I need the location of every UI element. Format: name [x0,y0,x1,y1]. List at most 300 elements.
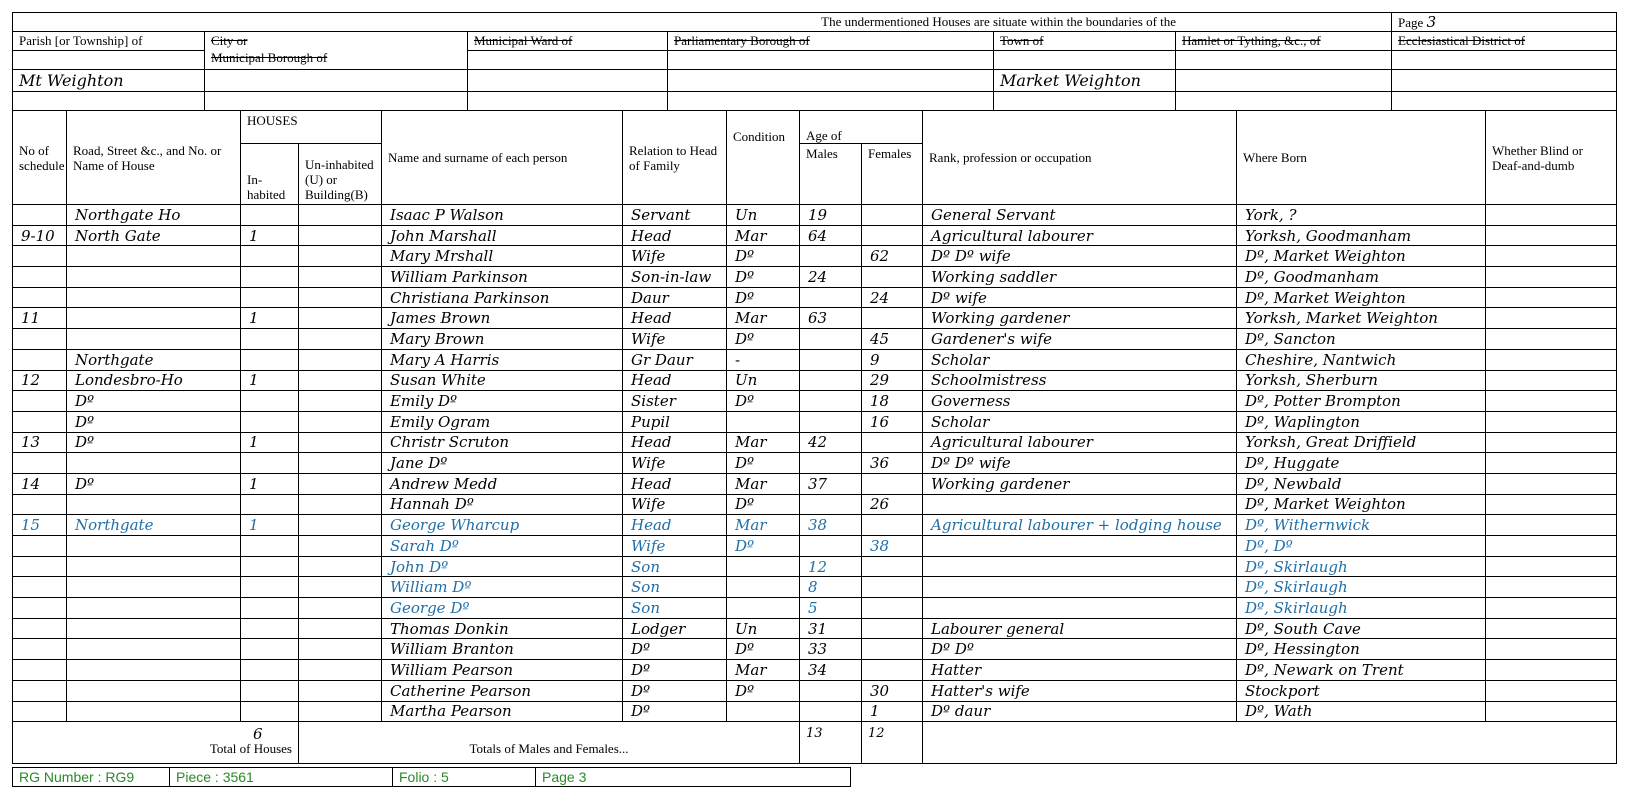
occupation-cell: Agricultural labourer [923,225,1237,246]
road-cell [67,577,241,598]
birthplace-cell: Stockport [1237,680,1486,701]
reference-bar [12,767,851,787]
person-name: Isaac P Walson [382,205,623,226]
uninhabited-cell [299,494,382,515]
person-name: Emily Dº [382,391,623,412]
road-cell: Dº [67,411,241,432]
male-age: 37 [800,473,862,494]
male-age: 12 [800,556,862,577]
male-age: 42 [800,432,862,453]
relation-cell: Head [623,225,727,246]
male-age [800,391,862,412]
road-cell [67,287,241,308]
male-age [800,701,862,722]
col-condition: Condition [727,111,800,205]
relation-cell: Head [623,370,727,391]
page-number: 3 [1426,13,1437,31]
person-name: Catherine Pearson [382,680,623,701]
uninhabited-cell [299,680,382,701]
condition-cell: Un [727,618,800,639]
birthplace-cell: Dº, Dº [1237,536,1486,557]
occupation-cell: Dº daur [923,701,1237,722]
female-age: 36 [862,453,923,474]
person-name: Mary Mrshall [382,246,623,267]
female-age: 1 [862,701,923,722]
table-row [13,618,1617,639]
female-age [862,660,923,681]
road-cell [67,246,241,267]
uninhabited-cell [299,660,382,681]
uninhabited-cell [299,556,382,577]
relation-cell: Wife [623,246,727,267]
female-age [862,618,923,639]
schedule-cell [13,660,67,681]
male-age [800,329,862,350]
uninhabited-cell [299,701,382,722]
male-age: 19 [800,205,862,226]
relation-cell: Wife [623,536,727,557]
male-age [800,287,862,308]
occupation-cell: Working saddler [923,267,1237,288]
blind-cell [1486,494,1617,515]
municipal-borough-label: Municipal Borough of [211,50,328,65]
schedule-cell [13,329,67,350]
col-schedule: No of schedule [13,111,67,205]
male-age [800,453,862,474]
relation-cell: Wife [623,453,727,474]
schedule-cell: 13 [13,432,67,453]
uninhabited-cell [299,391,382,412]
inhabited-cell [241,680,299,701]
rg-number: RG Number : RG9 [13,768,170,787]
occupation-cell: Working gardener [923,308,1237,329]
uninhabited-cell [299,618,382,639]
birthplace-cell: Dº, Skirlaugh [1237,598,1486,619]
relation-cell: Son [623,556,727,577]
inhabited-cell [241,349,299,370]
blind-cell [1486,225,1617,246]
uninhabited-cell [299,598,382,619]
birthplace-cell: Dº, Withernwick [1237,515,1486,536]
road-cell [67,267,241,288]
inhabited-cell [241,618,299,639]
relation-cell: Son [623,577,727,598]
inhabited-cell: 1 [241,432,299,453]
condition-cell: Dº [727,639,800,660]
col-name: Name and surname of each person [382,111,623,205]
occupation-cell: Agricultural labourer [923,432,1237,453]
male-age: 38 [800,515,862,536]
table-row [13,391,1617,412]
blind-cell [1486,308,1617,329]
relation-cell: Wife [623,329,727,350]
condition-cell [727,577,800,598]
condition-cell: Dº [727,267,800,288]
birthplace-cell: Dº, Hessington [1237,639,1486,660]
inhabited-cell [241,639,299,660]
birthplace-cell: Dº, Huggate [1237,453,1486,474]
inhabited-cell [241,267,299,288]
schedule-cell [13,287,67,308]
birthplace-cell: Yorksh, Goodmanham [1237,225,1486,246]
person-name: George Dº [382,598,623,619]
city-label-cell [205,32,468,70]
blind-cell [1486,432,1617,453]
person-name: Christr Scruton [382,432,623,453]
person-name: John Dº [382,556,623,577]
parish-value: Mt Weighton [13,70,205,92]
condition-cell [727,598,800,619]
inhabited-cell [241,494,299,515]
occupation-cell: Scholar [923,349,1237,370]
header-title: The undermentioned Houses are situate within the boundaries of the [13,13,1392,32]
occupation-cell: Schoolmistress [923,370,1237,391]
uninhabited-cell [299,308,382,329]
person-name: Thomas Donkin [382,618,623,639]
person-name: Hannah Dº [382,494,623,515]
uninhabited-cell [299,577,382,598]
female-age [862,432,923,453]
male-age [800,494,862,515]
relation-cell: Head [623,473,727,494]
person-name: James Brown [382,308,623,329]
col-occupation: Rank, profession or occupation [923,111,1237,205]
inhabited-cell [241,453,299,474]
condition-cell: Mar [727,473,800,494]
inhabited-cell [241,329,299,350]
relation-cell: Son-in-law [623,267,727,288]
col-houses: HOUSES [241,111,382,144]
schedule-cell [13,556,67,577]
uninhabited-cell [299,287,382,308]
male-age: 64 [800,225,862,246]
blind-cell [1486,618,1617,639]
road-cell: Dº [67,432,241,453]
blind-cell [1486,267,1617,288]
condition-cell: Dº [727,494,800,515]
inhabited-cell [241,701,299,722]
schedule-cell [13,411,67,432]
blind-cell [1486,411,1617,432]
relation-cell: Head [623,515,727,536]
total-females: 12 [862,722,923,764]
schedule-cell: 14 [13,473,67,494]
schedule-cell [13,598,67,619]
table-row [13,577,1617,598]
table-row [13,287,1617,308]
occupation-cell: Governess [923,391,1237,412]
uninhabited-cell [299,473,382,494]
person-name: William Branton [382,639,623,660]
female-age: 29 [862,370,923,391]
female-age [862,515,923,536]
birthplace-cell: York, ? [1237,205,1486,226]
female-age [862,598,923,619]
relation-cell: Son [623,598,727,619]
relation-cell: Pupil [623,411,727,432]
condition-cell: Dº [727,246,800,267]
schedule-cell [13,267,67,288]
condition-cell: Mar [727,660,800,681]
condition-cell [727,411,800,432]
birthplace-cell: Dº, Goodmanham [1237,267,1486,288]
condition-cell: Mar [727,308,800,329]
occupation-cell: Agricultural labourer + lodging house [923,515,1237,536]
female-age: 45 [862,329,923,350]
road-cell [67,660,241,681]
table-row [13,225,1617,246]
birthplace-cell: Dº, Market Weighton [1237,287,1486,308]
table-row [13,308,1617,329]
col-road: Road, Street &c., and No. or Name of House [67,111,241,205]
birthplace-cell: Dº, Potter Brompton [1237,391,1486,412]
relation-cell: Head [623,432,727,453]
schedule-cell [13,453,67,474]
piece-number: Piece : 3561 [170,768,393,787]
schedule-cell [13,577,67,598]
col-uninhabited: Un-inhabited (U) or Building(B) [299,144,382,205]
relation-cell: Head [623,308,727,329]
col-age-of: Age of [800,111,923,144]
page-label-cell [1392,13,1617,32]
road-cell [67,598,241,619]
inhabited-cell [241,205,299,226]
birthplace-cell: Yorksh, Sherburn [1237,370,1486,391]
table-row [13,246,1617,267]
total-houses-label: Total of Houses [209,741,292,757]
female-age: 24 [862,287,923,308]
table-row [13,411,1617,432]
blind-cell [1486,577,1617,598]
female-age [862,205,923,226]
blind-cell [1486,453,1617,474]
schedule-cell: 12 [13,370,67,391]
occupation-cell: Dº Dº wife [923,453,1237,474]
condition-cell: Dº [727,329,800,350]
birthplace-cell: Cheshire, Nantwich [1237,349,1486,370]
male-age: 8 [800,577,862,598]
col-blind: Whether Blind or Deaf-and-dumb [1486,111,1617,205]
person-name: William Dº [382,577,623,598]
road-cell [67,701,241,722]
person-name: Jane Dº [382,453,623,474]
birthplace-cell: Dº, Skirlaugh [1237,577,1486,598]
blind-cell [1486,598,1617,619]
col-females: Females [862,144,923,205]
condition-cell: Dº [727,391,800,412]
blind-cell [1486,246,1617,267]
schedule-cell [13,618,67,639]
schedule-cell [13,349,67,370]
road-cell [67,329,241,350]
uninhabited-cell [299,205,382,226]
male-age: 33 [800,639,862,660]
male-age [800,411,862,432]
female-age [862,556,923,577]
condition-cell [727,701,800,722]
occupation-cell: Hatter [923,660,1237,681]
table-row [13,453,1617,474]
birthplace-cell: Dº, Skirlaugh [1237,556,1486,577]
table-row [13,515,1617,536]
female-age: 9 [862,349,923,370]
city-label: City or [211,33,248,48]
table-row [13,205,1617,226]
relation-cell: Daur [623,287,727,308]
blind-cell [1486,287,1617,308]
person-name: Andrew Medd [382,473,623,494]
inhabited-cell: 1 [241,515,299,536]
occupation-cell: Gardener's wife [923,329,1237,350]
occupation-cell: Hatter's wife [923,680,1237,701]
person-name: Mary Brown [382,329,623,350]
parliamentary-borough-label: Parliamentary Borough of [668,32,994,51]
schedule-cell [13,701,67,722]
male-age [800,536,862,557]
female-age: 16 [862,411,923,432]
parish-label: Parish [or Township] of [13,32,205,51]
male-age: 31 [800,618,862,639]
total-males: 13 [800,722,862,764]
schedule-cell [13,494,67,515]
table-row [13,639,1617,660]
male-age [800,370,862,391]
female-age [862,473,923,494]
condition-cell: Dº [727,287,800,308]
inhabited-cell [241,411,299,432]
occupation-cell: Dº Dº wife [923,246,1237,267]
col-relation: Relation to Head of Family [623,111,727,205]
table-row [13,680,1617,701]
person-name: William Pearson [382,660,623,681]
road-cell [67,556,241,577]
person-name: George Wharcup [382,515,623,536]
road-cell [67,494,241,515]
condition-cell: Dº [727,680,800,701]
table-row [13,701,1617,722]
schedule-cell [13,205,67,226]
table-row [13,660,1617,681]
uninhabited-cell [299,432,382,453]
blind-cell [1486,701,1617,722]
schedule-cell: 11 [13,308,67,329]
occupation-cell [923,598,1237,619]
uninhabited-cell [299,411,382,432]
table-row [13,370,1617,391]
birthplace-cell: Yorksh, Market Weighton [1237,308,1486,329]
hamlet-label: Hamlet or Tything, &c., of [1176,32,1392,51]
female-age: 30 [862,680,923,701]
occupation-cell [923,556,1237,577]
blind-cell [1486,370,1617,391]
total-houses-value: 6 [253,725,263,743]
schedule-cell [13,246,67,267]
inhabited-cell [241,598,299,619]
female-age [862,577,923,598]
person-name: William Parkinson [382,267,623,288]
occupation-cell: Dº Dº [923,639,1237,660]
road-cell [67,453,241,474]
schedule-cell [13,680,67,701]
birthplace-cell: Dº, South Cave [1237,618,1486,639]
condition-cell [727,556,800,577]
household-table [12,110,1617,764]
female-age: 26 [862,494,923,515]
household-rows [13,205,1617,722]
person-name: John Marshall [382,225,623,246]
female-age [862,639,923,660]
occupation-cell: Labourer general [923,618,1237,639]
inhabited-cell: 1 [241,370,299,391]
female-age [862,225,923,246]
male-age: 34 [800,660,862,681]
table-row [13,329,1617,350]
female-age [862,308,923,329]
sheet-header [12,12,1617,111]
relation-cell: Dº [623,660,727,681]
birthplace-cell: Dº, Newark on Trent [1237,660,1486,681]
inhabited-cell [241,577,299,598]
schedule-cell [13,536,67,557]
person-name: Emily Ogram [382,411,623,432]
road-cell: Dº [67,391,241,412]
uninhabited-cell [299,639,382,660]
birthplace-cell: Dº, Waplington [1237,411,1486,432]
birthplace-cell: Dº, Market Weighton [1237,246,1486,267]
blind-cell [1486,329,1617,350]
road-cell [67,536,241,557]
condition-cell: Un [727,370,800,391]
person-name: Sarah Dº [382,536,623,557]
relation-cell: Sister [623,391,727,412]
road-cell [67,308,241,329]
relation-cell: Dº [623,639,727,660]
occupation-cell: Working gardener [923,473,1237,494]
male-age: 24 [800,267,862,288]
blind-cell [1486,660,1617,681]
birthplace-cell: Dº, Sancton [1237,329,1486,350]
birthplace-cell: Dº, Market Weighton [1237,494,1486,515]
person-name: Susan White [382,370,623,391]
inhabited-cell [241,391,299,412]
male-age: 63 [800,308,862,329]
municipal-ward-label: Municipal Ward of [468,32,668,51]
inhabited-cell [241,287,299,308]
occupation-cell [923,494,1237,515]
condition-cell: Mar [727,515,800,536]
road-cell [67,680,241,701]
col-inhabited: In-habited [241,144,299,205]
uninhabited-cell [299,329,382,350]
birthplace-cell: Dº, Newbald [1237,473,1486,494]
occupation-cell: Dº wife [923,287,1237,308]
blind-cell [1486,473,1617,494]
relation-cell: Gr Daur [623,349,727,370]
inhabited-cell: 1 [241,225,299,246]
census-sheet [12,12,1616,764]
male-age [800,349,862,370]
table-row [13,556,1617,577]
male-age: 5 [800,598,862,619]
page-label: Page [1398,15,1424,30]
road-cell: Dº [67,473,241,494]
road-cell: Northgate [67,515,241,536]
condition-cell: Dº [727,453,800,474]
inhabited-cell [241,660,299,681]
folio-number: Folio : 5 [393,768,536,787]
uninhabited-cell [299,536,382,557]
col-males: Males [800,144,862,205]
